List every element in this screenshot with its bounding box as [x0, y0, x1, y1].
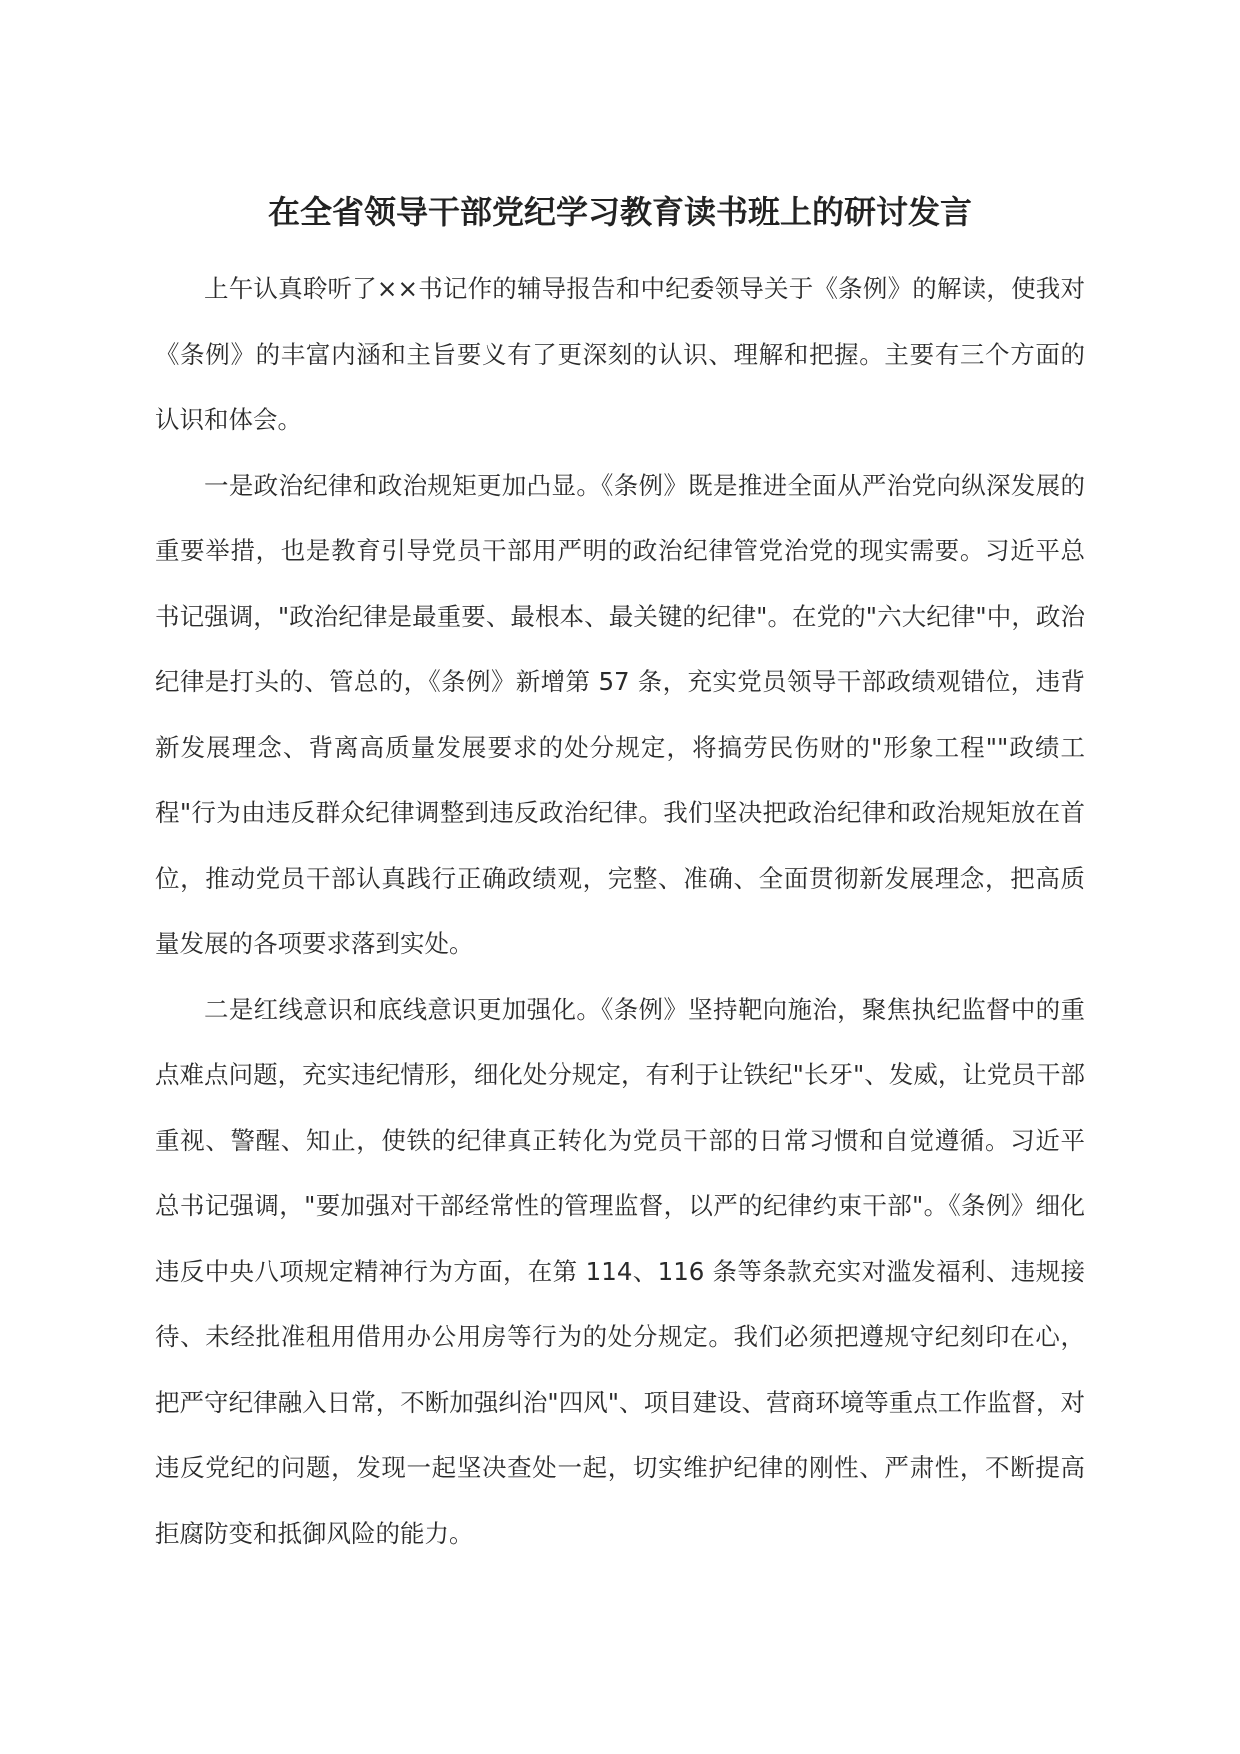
paragraph-redline-awareness: 二是红线意识和底线意识更加强化。《条例》坚持靶向施治，聚焦执纪监督中的重点难点问题，充实违纪情形，细化处分规定，有利于让铁纪"长牙"、发威，让党员干部重视、警醒、知止，使铁的纪律真正转化为党员干部的日常习惯和自觉遵循。习近平总书记强调，"要加强对干部经常性的管理监督，以严的纪律约束干部"。《条例》细化违反中央八项规定精神行为方面，在第 114、116 条等条款充实对滥发福利、违规接待、未经批准租用借用办公用房等行为的处分规定。我们必须把遵规守纪刻印在心，把严守纪律融入日常，不断加强纠治"四风"、项目建设、营商环境等重点工作监督，对违反党纪的问题，发现一起坚决查处一起，切实维护纪律的刚性、严肃性，不断提高拒腐防变和抵御风险的能力。 — [155, 994, 1085, 1548]
paragraph-political-discipline: 一是政治纪律和政治规矩更加凸显。《条例》既是推进全面从严治党向纵深发展的重要举措，也是教育引导党员干部用严明的政治纪律管党治党的现实需要。习近平总书记强调，"政治纪律是最重要、最根本、最关键的纪律"。在党的"六大纪律"中，政治纪律是打头的、管总的，《条例》新增第 57 条，充实党员领导干部政绩观错位，违背新发展理念、背离高质量发展要求的处分规定，将搞劳民伤财的"形象工程""政绩工程"行为由违反群众纪律调整到违反政治纪律。我们坚决把政治纪律和政治规矩放在首位，推动党员干部认真践行正确政绩观，完整、准确、全面贯彻新发展理念，把高质量发展的各项要求落到实处。 — [155, 470, 1085, 958]
document-body — [155, 256, 1085, 1566]
paragraph-intro: 上午认真聆听了××书记作的辅导报告和中纪委领导关于《条例》的解读，使我对《条例》的丰富内涵和主旨要义有了更深刻的认识、理解和把握。主要有三个方面的认识和体会。 — [155, 274, 1085, 434]
document-title: 在全省领导干部党纪学习教育读书班上的研讨发言 — [267, 193, 972, 231]
